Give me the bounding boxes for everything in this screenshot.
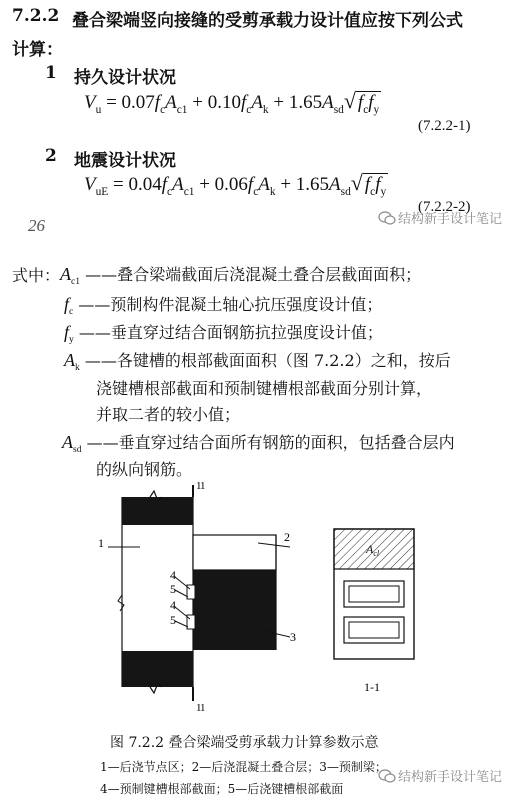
watermark-bottom (378, 766, 502, 785)
section-mark-top: 1 (196, 480, 202, 492)
definition-continuation: 浇键槽根部截面和预制键槽根部截面分别计算， (96, 379, 433, 398)
case2-formula: $V_{uE} = 0.04f_cA_{c1} + 0.06f_cA_k + 1.65A_{sd}√$ $f_cf_y$ (84, 170, 387, 198)
definition-item: $f_c$ ——预制构件混凝土轴心抗压强度设计值； (64, 294, 383, 318)
case1-number: 1 (45, 63, 57, 83)
case1-formula: $V_u = 0.07f_cA_{c1} + 0.10f_cA_k + 1.65A_{sd}√$ $f_cf_y$ (84, 88, 380, 116)
topping-layer (193, 535, 276, 570)
section-mark-bottom-2: 1 (200, 702, 206, 714)
callout-2: 2 (284, 530, 290, 544)
section-heading-line2: 计算： (12, 40, 63, 60)
case1-title: 持久设计状况 (74, 68, 176, 88)
lower-column-block (122, 651, 193, 687)
callout-5: 5 (170, 582, 176, 596)
section-caption: 1-1 (364, 680, 380, 694)
callout-3: 3 (290, 630, 296, 644)
definition-continuation: 的纵向钢筋。 (96, 460, 193, 479)
watermark-top (378, 208, 502, 227)
definition-item: $A_{sd}$ ——垂直穿过结合面所有钢筋的面积，包括叠合层内 (62, 432, 455, 456)
watermark-top-text: 结构新手设计笔记 (398, 212, 503, 227)
section-heading-line1: 叠合梁端竖向接缝的受剪承载力设计值应按下列公式 (72, 11, 463, 31)
case2-title: 地震设计状况 (74, 151, 176, 171)
definitions-lead: 式中： (12, 266, 61, 285)
wechat-icon (378, 211, 396, 225)
callout-4: 4 (170, 568, 176, 582)
section-mark-bottom: 1 (196, 702, 202, 714)
callout-4b: 4 (170, 598, 176, 612)
figure-legend-line2: 4—预制键槽根部截面；5—后浇键槽根部截面 (100, 782, 344, 796)
precast-beam (193, 570, 276, 650)
elevation-drawing (108, 485, 290, 701)
callout-1: 1 (98, 536, 104, 550)
case1-eq-number: (7.2.2-1) (418, 118, 471, 134)
definition-item: $f_y$ ——垂直穿过结合面钢筋抗拉强度设计值； (64, 322, 383, 346)
section-mark-top-2: 1 (200, 480, 206, 492)
section-number: 7.2.2 (12, 6, 60, 26)
callout-5b: 5 (170, 613, 176, 627)
section-area-label: $A_{cl}$ (366, 542, 380, 558)
figure-caption: 图 7.2.2 叠合梁端受剪承载力计算参数示意 (110, 735, 379, 751)
figure-7-2-2 (0, 475, 516, 715)
figure-legend-line1: 1—后浇节点区；2—后浇混凝土叠合层；3—预制梁； (100, 760, 387, 774)
definition-item: $A_k$ ——各键槽的根部截面面积（图 7.2.2）之和，按后 (64, 350, 451, 374)
page-number: 26 (28, 216, 45, 235)
case2-eq-number: (7.2.2-2) (418, 199, 471, 215)
definition-item: $A_{c1}$ ——叠合梁端截面后浇混凝土叠合层截面面积； (60, 264, 422, 288)
case2-number: 2 (45, 146, 57, 166)
wechat-icon (378, 769, 396, 783)
definition-continuation: 并取二者的较小值； (96, 405, 241, 424)
watermark-bottom-text: 结构新手设计笔记 (398, 770, 503, 785)
